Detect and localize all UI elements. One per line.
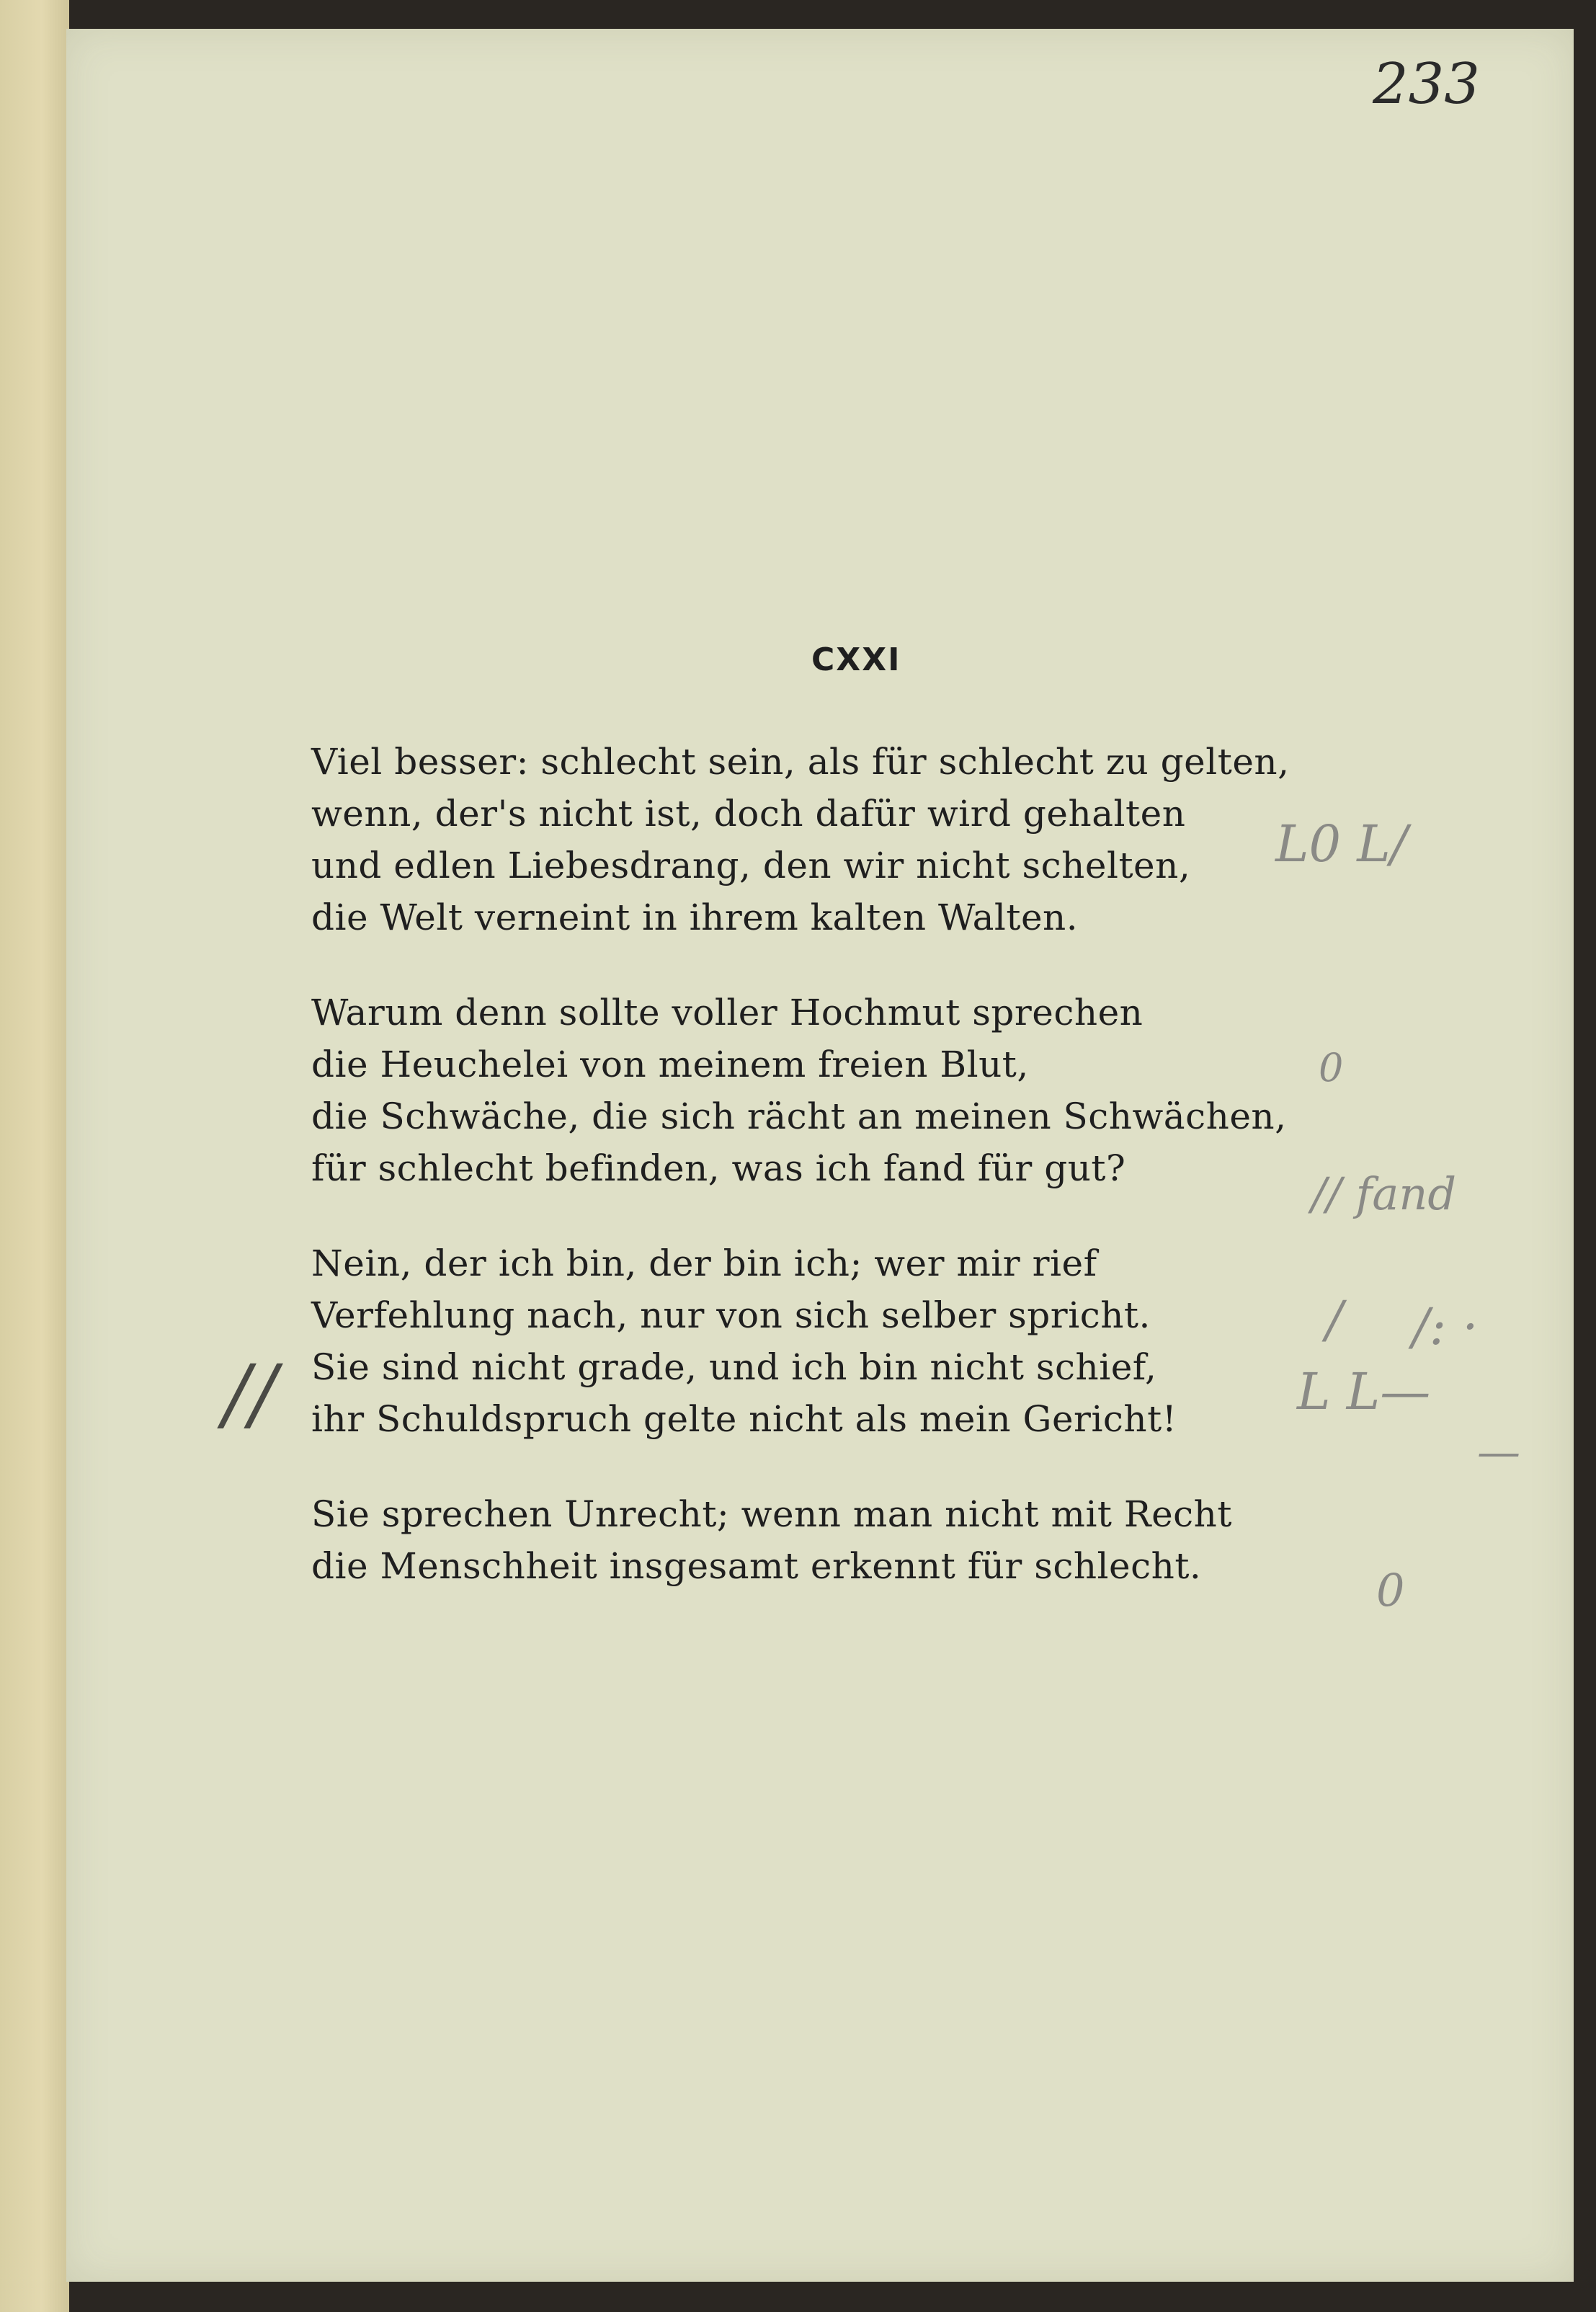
- facing-page-edge: [0, 0, 69, 2312]
- margin-mark-fand: // fand: [1311, 1168, 1457, 1220]
- stanza-4: [311, 1488, 1464, 1592]
- poem-line: Sie sprechen Unrecht; wenn man nicht mit Recht: [311, 1493, 1232, 1535]
- poem-line: ihr Schuldspruch gelte nicht als mein Gericht!: [311, 1398, 1177, 1440]
- poem-line: Verfehlung nach, nur von sich selber spricht.: [311, 1294, 1151, 1336]
- poem: [311, 641, 1464, 1635]
- poem-line: die Menschheit insgesamt erkennt für schlecht.: [311, 1545, 1202, 1587]
- margin-mark-double-slash: //: [223, 1348, 277, 1440]
- poem-line: wenn, der's nicht ist, doch dafür wird gehalten: [311, 793, 1186, 835]
- margin-mark-circle: 0: [1319, 1045, 1344, 1090]
- stanza-3: [311, 1237, 1464, 1445]
- poem-line: Nein, der ich bin, der bin ich; wer mir rief: [311, 1242, 1097, 1284]
- poem-line: Viel besser: schlecht sein, als für schlecht zu gelten,: [311, 741, 1290, 783]
- stanza-2: [311, 987, 1464, 1194]
- handwritten-page-number: 233: [1373, 52, 1480, 117]
- margin-mark-dash: —: [1477, 1427, 1520, 1477]
- margin-mark-colon: /: ·: [1412, 1297, 1479, 1356]
- margin-mark-slash: /: [1326, 1290, 1343, 1349]
- poem-line: die Schwäche, die sich rächt an meinen Schwächen,: [311, 1095, 1287, 1137]
- margin-mark-lo: L0 L/: [1275, 814, 1408, 873]
- poem-title: CXXI: [811, 641, 901, 678]
- poem-line: und edlen Liebesdrang, den wir nicht schelten,: [311, 845, 1191, 886]
- poem-line: die Welt verneint in ihrem kalten Walten.: [311, 897, 1079, 938]
- poem-line: Warum denn sollte voller Hochmut sprechen: [311, 992, 1143, 1033]
- margin-mark-l: L L—: [1297, 1362, 1431, 1421]
- poem-line: die Heuchelei von meinem freien Blut,: [311, 1044, 1029, 1085]
- margin-mark-circle-2: 0: [1376, 1564, 1405, 1617]
- poem-line: Sie sind nicht grade, und ich bin nicht schief,: [311, 1346, 1157, 1388]
- poem-line: für schlecht befinden, was ich fand für gut?: [311, 1147, 1126, 1189]
